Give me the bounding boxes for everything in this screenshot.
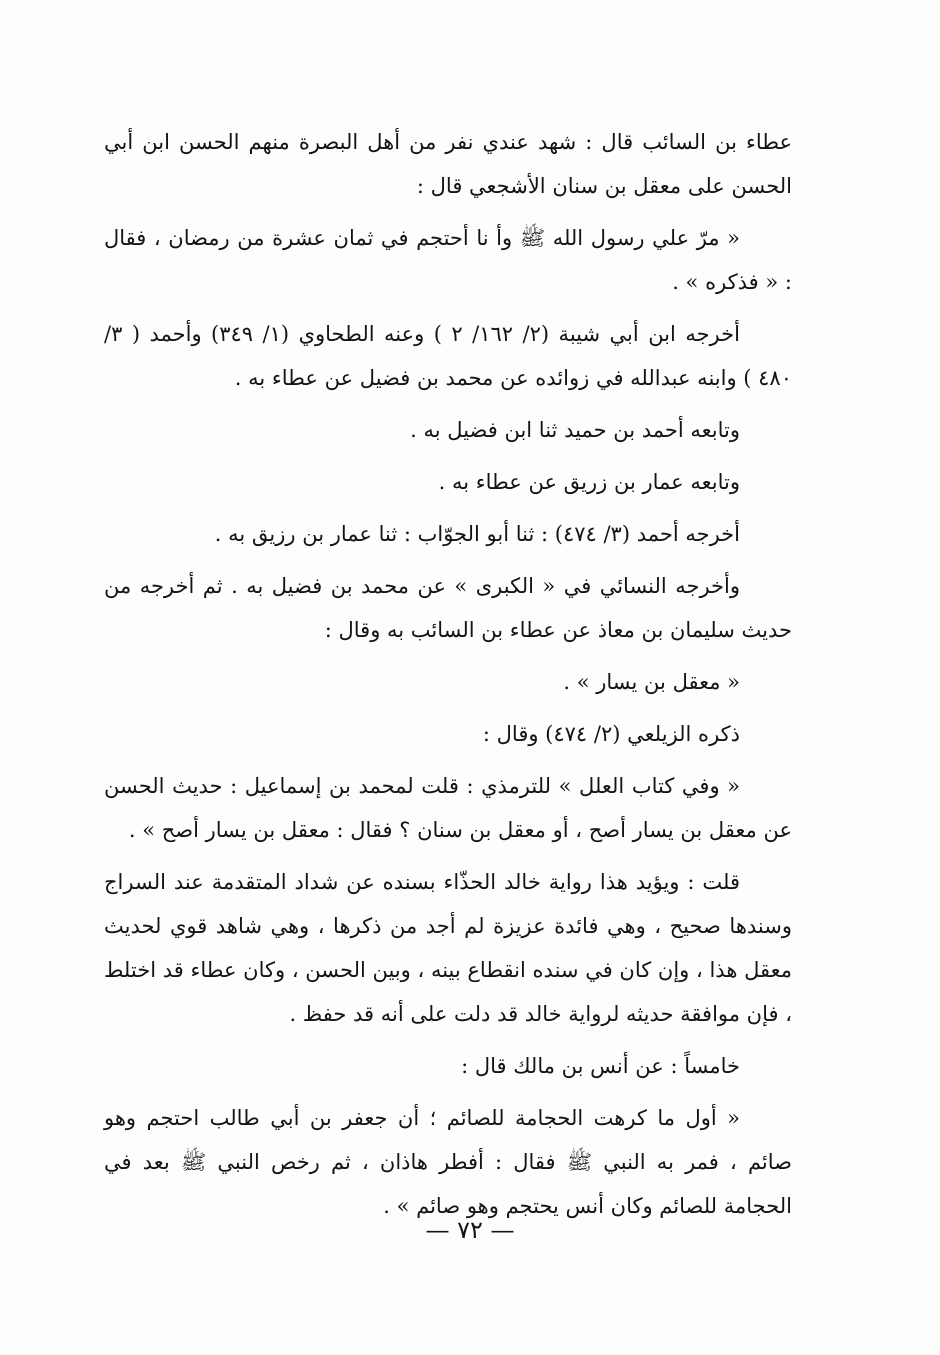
- paragraph-3: أخرجه ابن أبي شيبة (٢/ ١٦٢/ ٢ ) وعنه الطحاوي (١/ ٣٤٩) وأحمد ( ٣/ ٤٨٠ ) وابنه عبدالله في زوائده عن محمد بن فضيل عن عطاء به .: [104, 322, 792, 390]
- paragraph-12: خامساً : عن أنس بن مالك قال :: [461, 1054, 740, 1078]
- body-text: [104, 120, 792, 1236]
- paragraph-9: ذكره الزيلعي (٢/ ٤٧٤) وقال :: [482, 722, 740, 746]
- paragraph-5: وتابعه عمار بن زريق عن عطاء به .: [438, 470, 740, 494]
- paragraph-8: « معقل بن يسار » .: [563, 670, 740, 694]
- paragraph-6: أخرجه أحمد (٣/ ٤٧٤) : ثنا أبو الجوّاب : ثنا عمار بن رزيق به .: [214, 522, 740, 546]
- page-number: — ٧٢ —: [425, 1216, 515, 1244]
- paragraph-2: « مرّ علي رسول الله ﷺ وأ نا أحتجم في ثمان عشرة من رمضان ، فقال : « فذكره » .: [104, 226, 792, 294]
- paragraph-10: « وفي كتاب العلل » للترمذي : قلت لمحمد بن إسماعيل : حديث الحسن عن معقل بن يسار أصح ، أو معقل بن سنان ؟ فقال : معقل بن يسار أصح » .: [104, 774, 792, 842]
- paragraph-1: عطاء بن السائب قال : شهد عندي نفر من أهل البصرة منهم الحسن ابن أبي الحسن على معقل بن سنان الأشجعي قال :: [104, 130, 792, 198]
- paragraph-11: قلت : ويؤيد هذا رواية خالد الحذّاء بسنده عن شداد المتقدمة عند السراج وسندها صحيح ، وهي فائدة عزيزة لم أجد من ذكرها ، وهي شاهد قوي لحديث معقل هذا ، وإن كان في سنده انقطاع بينه ، وبين الحسن ، وكان عطاء قد اختلط ، فإن موافقة حديثه لرواية خالد قد دلت على أنه قد حفظ .: [104, 870, 792, 1026]
- paragraph-7: وأخرجه النسائي في « الكبرى » عن محمد بن فضيل به . ثم أخرجه من حديث سليمان بن معاذ عن عطاء بن السائب به وقال :: [104, 574, 792, 642]
- paragraph-4: وتابعه أحمد بن حميد ثنا ابن فضيل به .: [410, 418, 740, 442]
- paragraph-13: « أول ما كرهت الحجامة للصائم ؛ أن جعفر بن أبي طالب احتجم وهو صائم ، فمر به النبي ﷺ فقال : أفطر هاذان ، ثم رخص النبي ﷺ بعد في الحجامة للصائم وكان أنس يحتجم وهو صائم » .: [104, 1106, 792, 1218]
